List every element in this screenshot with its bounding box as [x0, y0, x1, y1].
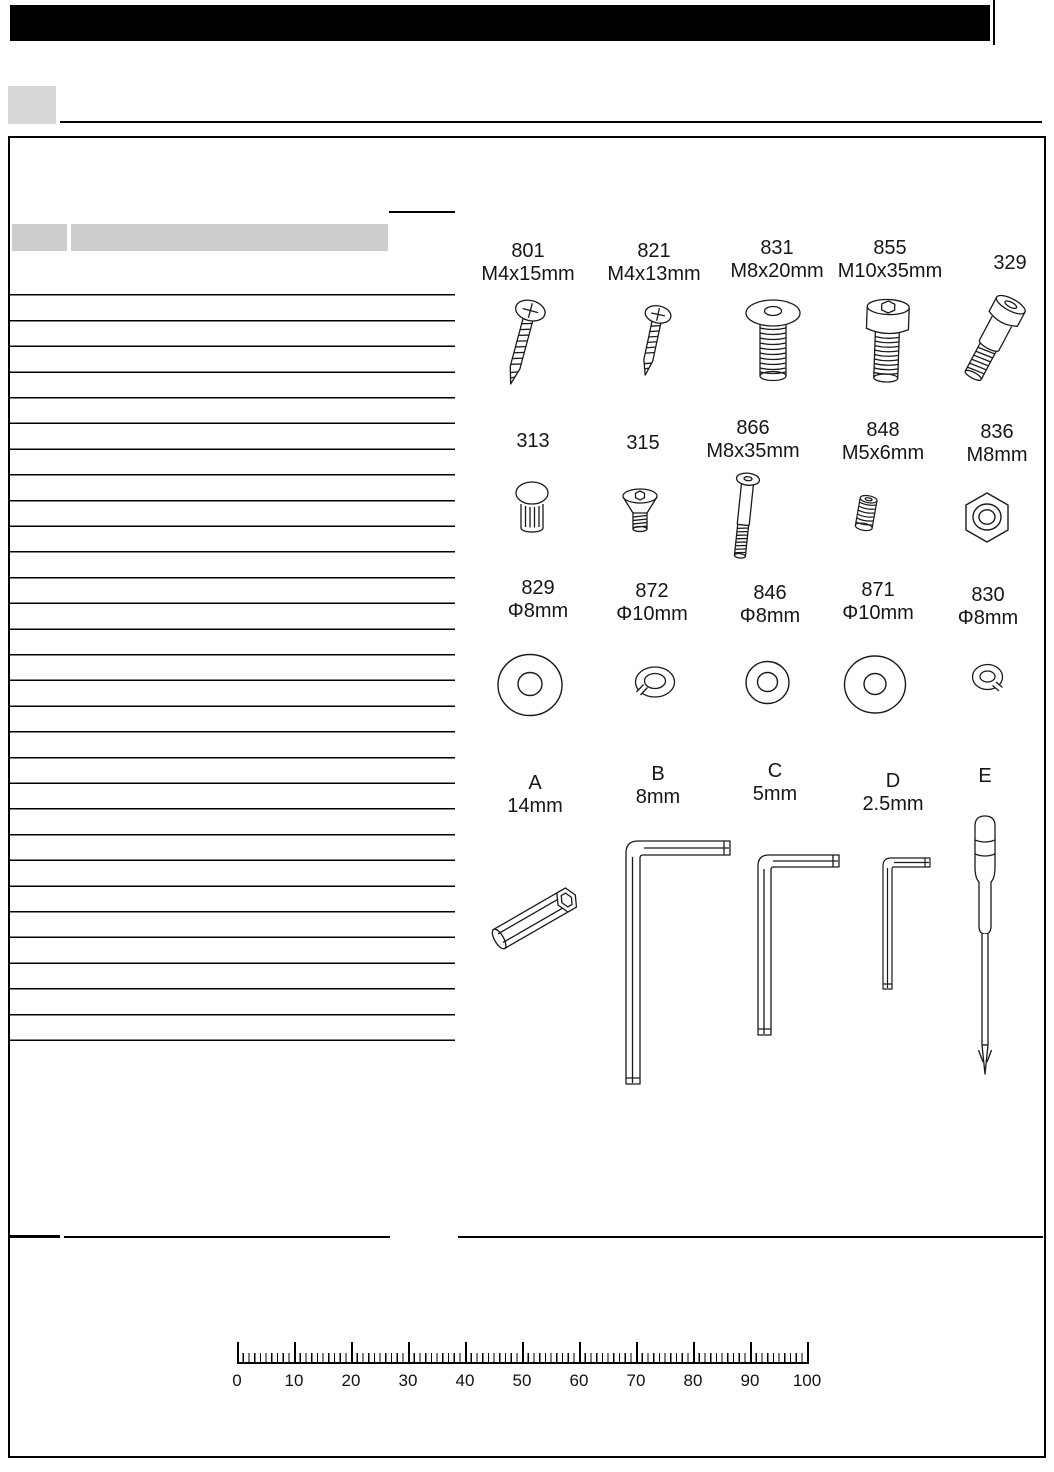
- part-313-fastener-icon: [505, 478, 560, 548]
- tool-e-screwdriver-icon: [961, 812, 1009, 1082]
- table-header-cell-description: [71, 224, 388, 251]
- ruler-label-50: 50: [512, 1371, 532, 1390]
- tool-e-label: [915, 765, 1054, 788]
- scale-ruler: [237, 1342, 809, 1364]
- part-836-nut-icon: [960, 490, 1015, 545]
- tool-letter: D: [885, 770, 901, 792]
- part-846-washer-icon: [743, 658, 793, 708]
- part-size: M8x20mm: [730, 260, 824, 282]
- ruler-label-0: 0: [232, 1371, 242, 1390]
- tool-size: 2.5mm: [862, 793, 924, 815]
- ruler-major-tick: [750, 1342, 752, 1362]
- tool-d-allen-key-icon: [878, 852, 933, 992]
- part-number: 872: [635, 580, 669, 602]
- ruler-label-30: 30: [398, 1371, 418, 1390]
- footer-line-middle: [64, 1236, 390, 1238]
- part-836-label: [927, 421, 1054, 467]
- ruler-major-tick: [579, 1342, 581, 1362]
- part-number: 855: [873, 237, 907, 259]
- part-866-label: [683, 417, 823, 463]
- ruler-label-40: 40: [455, 1371, 475, 1390]
- ruler-label-20: 20: [341, 1371, 361, 1390]
- ruler-major-tick: [294, 1342, 296, 1362]
- part-number: 836: [980, 421, 1014, 443]
- part-size: Φ8mm: [957, 607, 1019, 629]
- part-315-flathead-icon: [613, 483, 668, 548]
- part-871-washer-icon: [842, 654, 908, 716]
- page-corner-line: [993, 0, 995, 45]
- ruler-major-tick: [408, 1342, 410, 1362]
- ruler-label-70: 70: [626, 1371, 646, 1390]
- part-329-shoulder-bolt-icon: [965, 290, 1020, 390]
- tool-size: 14mm: [507, 795, 563, 817]
- tool-size: 5mm: [752, 783, 798, 805]
- table-header-cell-no: [12, 224, 67, 251]
- title-bar: [10, 5, 990, 41]
- tool-c-allen-key-icon: [752, 848, 842, 1038]
- section-marker-box: [8, 86, 56, 124]
- part-number: 848: [866, 419, 900, 441]
- part-size: M4x15mm: [481, 263, 575, 285]
- ruler-label-80: 80: [683, 1371, 703, 1390]
- part-number: 315: [626, 432, 660, 454]
- tool-letter: E: [978, 765, 992, 787]
- part-830-split-washer-icon: [970, 662, 1006, 694]
- part-size: Φ8mm: [507, 600, 569, 622]
- ruler-major-tick: [465, 1342, 467, 1362]
- tool-letter: A: [528, 772, 542, 794]
- part-821-screw-icon: [628, 303, 678, 383]
- section-underline: [60, 121, 1042, 123]
- part-size: Φ8mm: [739, 605, 801, 627]
- part-855-socket-bolt-icon: [856, 296, 918, 388]
- ruler-major-tick: [237, 1342, 239, 1362]
- ruler-major-tick: [693, 1342, 695, 1362]
- part-size: M8x35mm: [706, 440, 800, 462]
- part-number: 801: [511, 240, 545, 262]
- part-821-label: [584, 240, 724, 286]
- part-number: 313: [516, 430, 550, 452]
- part-number: 871: [861, 579, 895, 601]
- part-number: 831: [760, 237, 794, 259]
- footer-line-left: [10, 1235, 60, 1238]
- tool-a-socket-wrench-icon: [512, 870, 552, 970]
- part-number: 866: [736, 417, 770, 439]
- part-872-split-washer-icon: [632, 664, 678, 702]
- part-855-label: [820, 237, 960, 283]
- part-number: 821: [637, 240, 671, 262]
- part-866-bolt-icon: [723, 470, 765, 565]
- tool-letter: C: [767, 760, 783, 782]
- ruler-label-100: 100: [792, 1371, 822, 1390]
- part-801-screw-icon: [494, 297, 554, 392]
- part-size: Φ10mm: [842, 602, 914, 624]
- part-number: 829: [521, 577, 555, 599]
- tool-a-label: [465, 772, 605, 818]
- ruler-label-60: 60: [569, 1371, 589, 1390]
- tool-b-allen-key-icon: [618, 832, 733, 1087]
- table-qty-column-top-line: [389, 211, 455, 213]
- part-329-label: [940, 252, 1054, 275]
- part-830-label: [918, 584, 1054, 630]
- part-size: M5x6mm: [841, 442, 925, 464]
- footer-line-right: [458, 1236, 1043, 1238]
- ruler-major-tick: [351, 1342, 353, 1362]
- part-801-label: [458, 240, 598, 286]
- tool-letter: B: [651, 763, 665, 785]
- part-size: Φ10mm: [616, 603, 688, 625]
- part-number: 329: [993, 252, 1027, 274]
- tool-size: 8mm: [635, 786, 681, 808]
- ruler-major-tick: [636, 1342, 638, 1362]
- ruler-label-10: 10: [284, 1371, 304, 1390]
- part-size: M8mm: [966, 444, 1028, 466]
- part-number: 846: [753, 582, 787, 604]
- part-size: M4x13mm: [607, 263, 701, 285]
- part-size: M10x35mm: [837, 260, 943, 282]
- part-848-set-screw-icon: [848, 492, 884, 536]
- ruler-major-tick: [522, 1342, 524, 1362]
- ruler-major-tick: [807, 1342, 809, 1362]
- part-number: 830: [971, 584, 1005, 606]
- parts-table-rows: [10, 270, 455, 1045]
- ruler-label-90: 90: [740, 1371, 760, 1390]
- part-829-washer-icon: [495, 650, 565, 720]
- part-831-bolt-icon: [741, 298, 805, 386]
